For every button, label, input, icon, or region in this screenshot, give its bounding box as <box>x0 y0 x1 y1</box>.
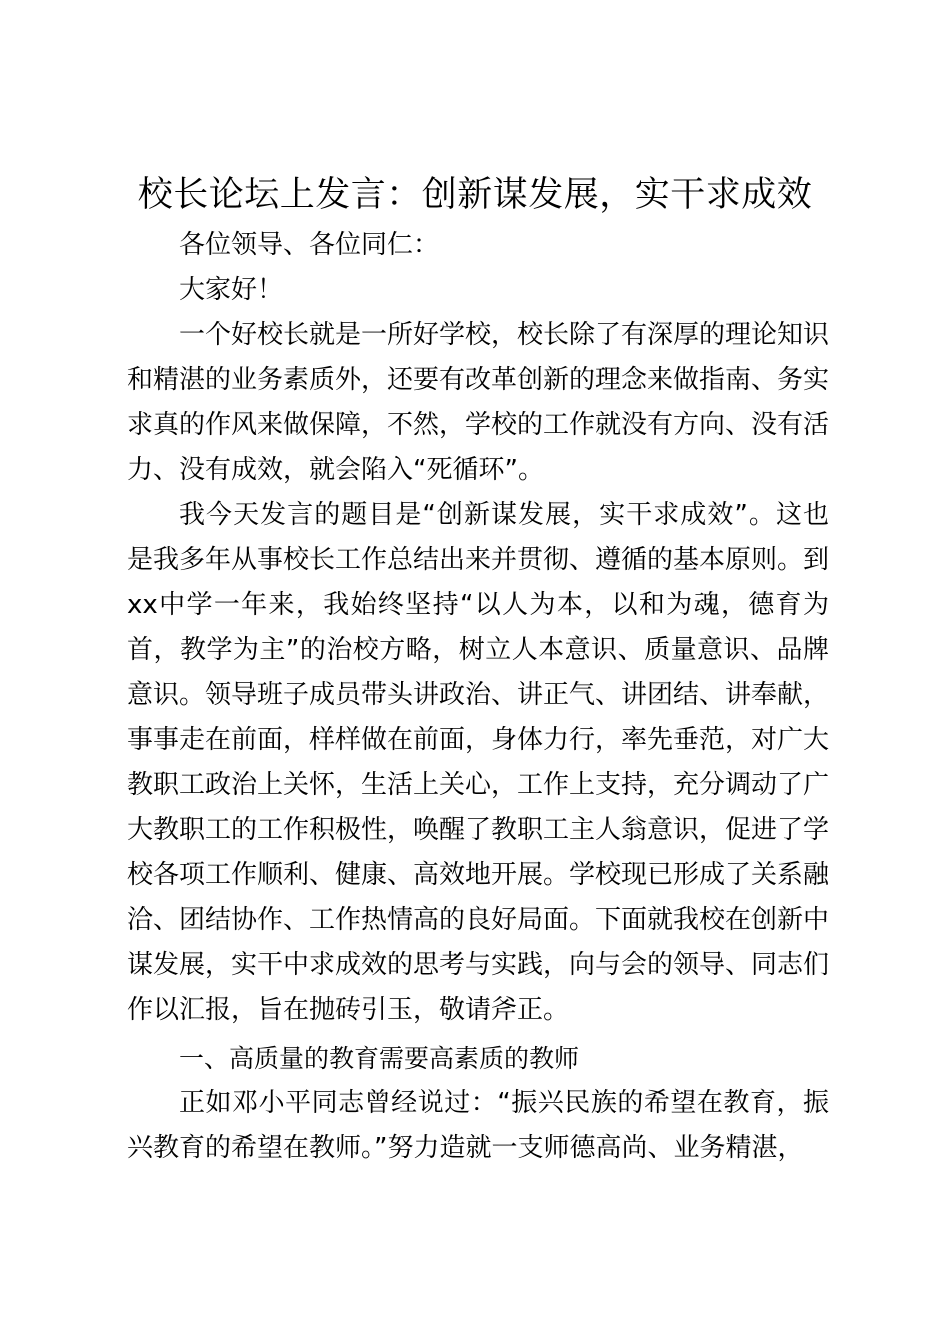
paragraph-topic: 我今天发言的题目是“创新谋发展，实干求成效”。这也是我多年从事校长工作总结出来并贯彻、遵循的基本原则。到xx中学一年来，我始终坚持“以人为本，以和为魂，德育为首，教学为主”的治校方略，树立人本意识、质量意识、品牌意识。领导班子成员带头讲政治、讲正气、讲团结、讲奉献，事事走在前面，样样做在前面，身体力行，率先垂范，对广大教职工政治上关怀，生活上关心，工作上支持，充分调动了广大教职工的工作积极性，唤醒了教职工主人翁意识，促进了学校各项工作顺利、健康、高效地开展。学校现已形成了关系融洽、团结协作、工作热情高的良好局面。下面就我校在创新中谋发展，实干中求成效的思考与实践，向与会的领导、同志们作以汇报，旨在抛砖引玉，敬请斧正。 <box>127 500 830 1025</box>
document-title: 校长论坛上发言：创新谋发展，实干求成效 <box>137 175 813 215</box>
greeting: 大家好！ <box>179 275 284 305</box>
section-heading-1: 一、高质量的教育需要高素质的教师 <box>179 1044 580 1073</box>
document-body <box>127 223 829 1171</box>
salutation: 各位领导、各位同仁： <box>179 230 440 260</box>
paragraph-section-1: 正如邓小平同志曾经说过：“振兴民族的希望在教育，振兴教育的希望在教师。”努力造就一支师德高尚、业务精湛， <box>127 1088 829 1163</box>
paragraph-intro: 一个好校长就是一所好学校，校长除了有深厚的理论知识和精湛的业务素质外，还要有改革创新的理念来做指南、务实求真的作风来做保障，不然，学校的工作就没有方向、没有活力、没有成效，就会陷入“死循环”。 <box>127 320 830 485</box>
